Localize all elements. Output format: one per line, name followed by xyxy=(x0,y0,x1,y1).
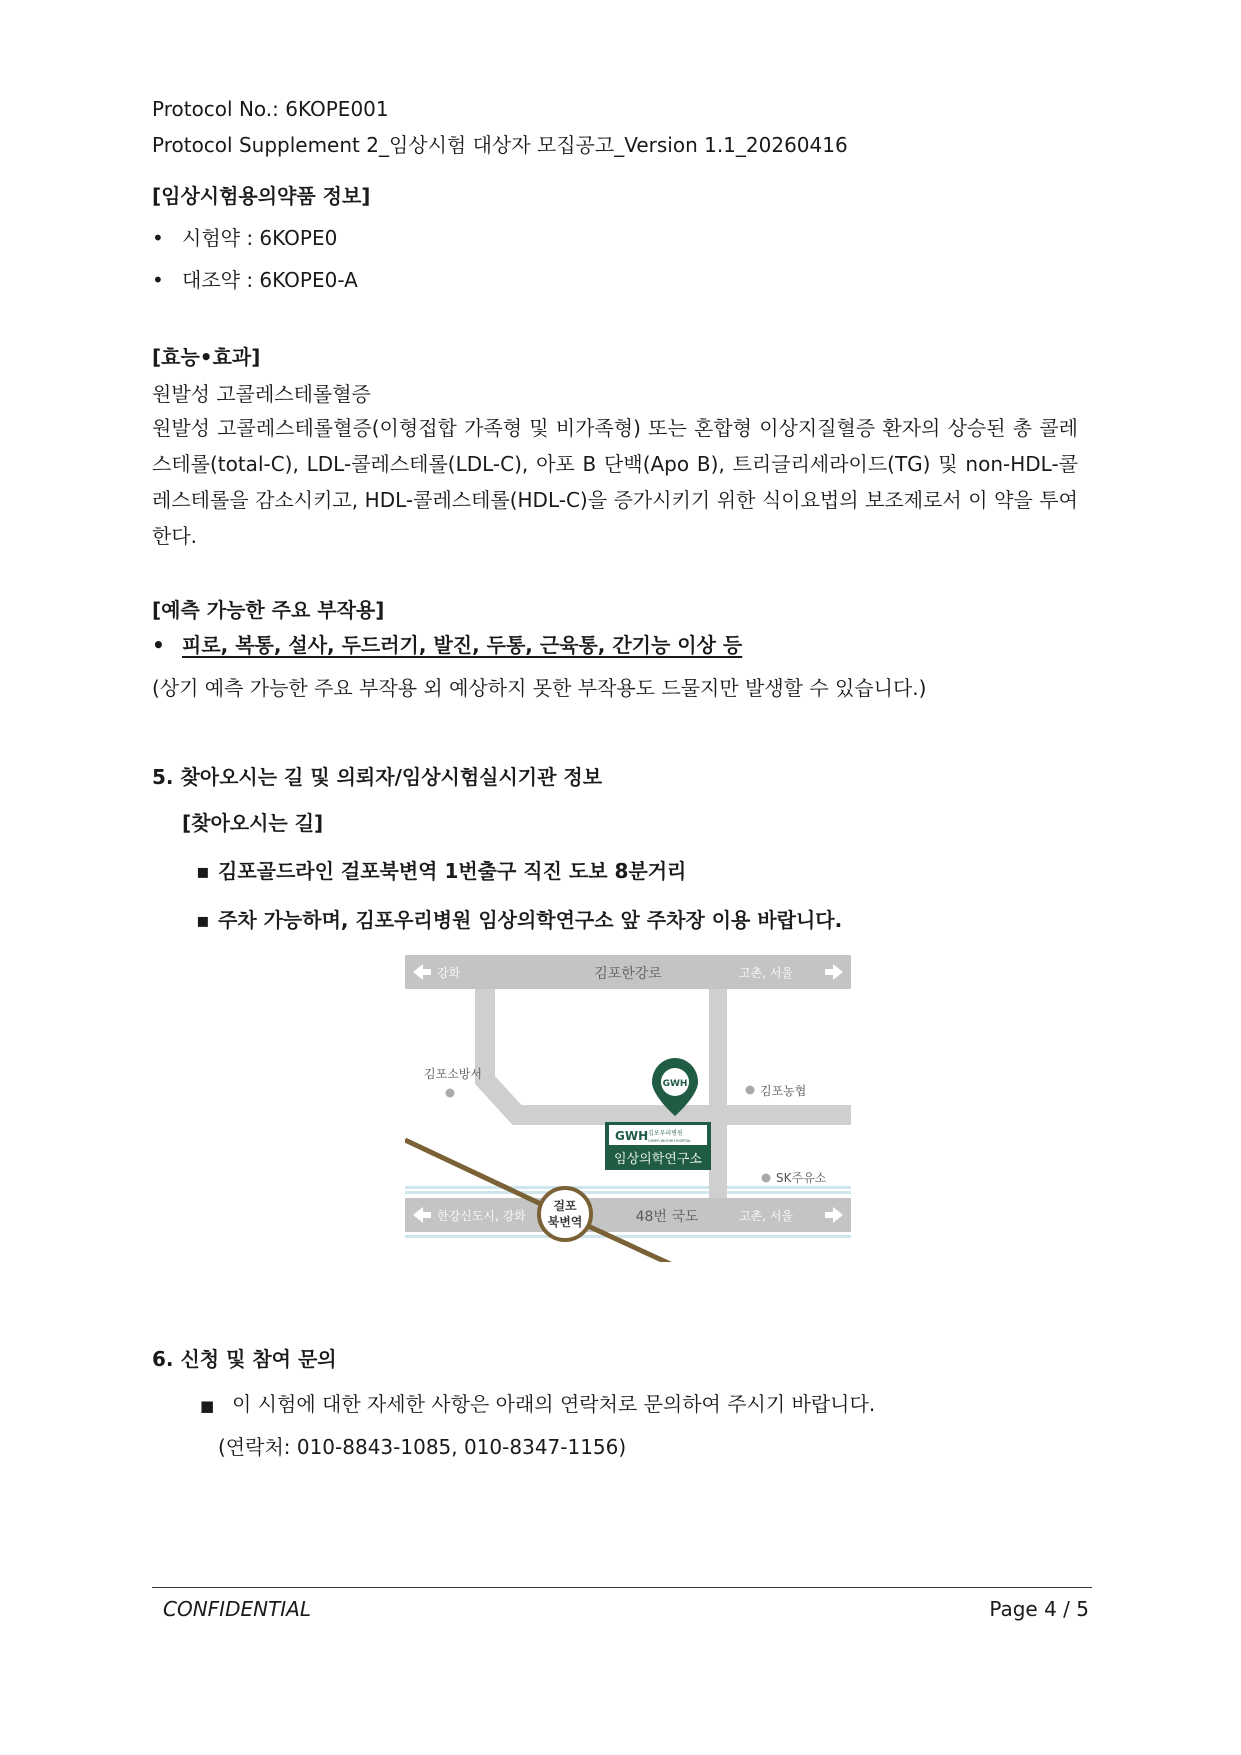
square-bullet-icon: ▪ xyxy=(196,908,210,932)
efficacy-paragraph: 원발성 고콜레스테롤혈증(이형접합 가족형 및 비가족형) 또는 혼합형 이상지질혈증 환자의 상승된 총 콜레스테롤(total-C), LDL-콜레스테롤(LDL-C), 아포 B 단백(Apo B), 트리글리세라이드(TG) 및 non-HDL-콜레스테롤을 감소시키고, HDL-콜레스테롤(HDL-C)을 증가시키기 위한 식이요법의 보조제로서 이 약을 투여한다. xyxy=(152,416,1078,548)
vertical-road xyxy=(709,989,727,1198)
map-label-bottom-center: 48번 국도 xyxy=(635,1209,699,1225)
inquiry-item: 이 시험에 대한 자세한 사항은 아래의 연락처로 문의하여 주시기 바랍니다. xyxy=(232,1392,876,1416)
side-effects-heading: [예측 가능한 주요 부작용] xyxy=(152,598,385,622)
bullet-icon: • xyxy=(152,633,165,657)
map-label-top-left: 강화 xyxy=(437,966,461,980)
station-circle xyxy=(539,1188,591,1240)
landmark-dot xyxy=(762,1174,771,1183)
hospital-logo: GWH xyxy=(615,1129,649,1143)
efficacy-heading: [효능•효과] xyxy=(152,345,261,369)
footer-page-number: Page 4 / 5 xyxy=(989,1597,1089,1621)
contact-info: (연락처: 010-8843-1085, 010-8347-1156) xyxy=(218,1435,627,1459)
side-effects-note: (상기 예측 가능한 주요 부작용 외 예상하지 못한 부작용도 드물지만 발생할 수 있습니다.) xyxy=(152,676,927,700)
water-stripe xyxy=(405,1235,851,1238)
directions-parking-item: 주차 가능하며, 김포우리병원 임상의학연구소 앞 주차장 이용 바랍니다. xyxy=(218,908,843,932)
side-effects-item: 피로, 복통, 설사, 두드러기, 발진, 두통, 근육통, 간기능 이상 등 xyxy=(182,633,743,657)
rail-line-label: 김포골드 xyxy=(460,1143,505,1174)
map-label-top-right: 고촌, 서울 xyxy=(739,966,793,980)
landmark-dot xyxy=(446,1089,455,1098)
directions-heading: [찾아오시는 길] xyxy=(182,811,324,835)
pin-logo: GWH xyxy=(662,1079,688,1089)
test-drug-item: 시험약 : 6KOPE0 xyxy=(182,226,338,250)
control-drug-item: 대조약 : 6KOPE0-A xyxy=(182,268,358,292)
hospital-title: 임상의학연구소 xyxy=(614,1152,702,1167)
section-6-title: 6. 신청 및 참여 문의 xyxy=(152,1347,337,1371)
landmark-nonghyup: 김포농협 xyxy=(760,1084,807,1098)
drug-info-heading: [임상시험용의약품 정보] xyxy=(152,184,371,208)
bullet-icon: • xyxy=(152,226,164,250)
efficacy-line: 원발성 고콜레스테롤혈증 xyxy=(152,382,371,406)
station-name-line2: 북변역 xyxy=(547,1215,583,1229)
map-label-bottom-left: 한강신도시, 강화 xyxy=(437,1209,526,1223)
landmark-fire-station: 김포소방서 xyxy=(424,1067,482,1081)
directions-subway-item: 김포골드라인 걸포북변역 1번출구 직진 도보 8분거리 xyxy=(218,859,687,883)
protocol-supplement: Protocol Supplement 2_임상시험 대상자 모집공고_Version 1.1_20260416 xyxy=(152,133,848,157)
footer-rule xyxy=(152,1587,1092,1588)
landmark-gas-station: SK주유소 xyxy=(776,1171,827,1185)
footer-confidential: CONFIDENTIAL xyxy=(163,1597,312,1621)
map-label-bottom-right: 고촌, 서울 xyxy=(739,1209,793,1223)
hospital-name-kr: 김포우리병원 xyxy=(648,1130,683,1137)
square-bullet-icon: ■ xyxy=(200,1397,215,1415)
map-label-top-center: 김포한강로 xyxy=(594,966,662,982)
section-5-title: 5. 찾아오시는 길 및 의뢰자/임상시험실시기관 정보 xyxy=(152,765,603,789)
water-stripe xyxy=(405,1186,851,1189)
bullet-icon: • xyxy=(152,268,164,292)
hospital-name-en: GIMPO WOORI HOSPITAL xyxy=(648,1139,692,1143)
square-bullet-icon: ▪ xyxy=(196,859,210,883)
station-name-line1: 걸포 xyxy=(553,1199,577,1213)
landmark-dot xyxy=(746,1086,755,1095)
location-map xyxy=(405,950,855,1262)
water-stripe xyxy=(405,1191,851,1194)
protocol-number: Protocol No.: 6KOPE001 xyxy=(152,97,389,121)
